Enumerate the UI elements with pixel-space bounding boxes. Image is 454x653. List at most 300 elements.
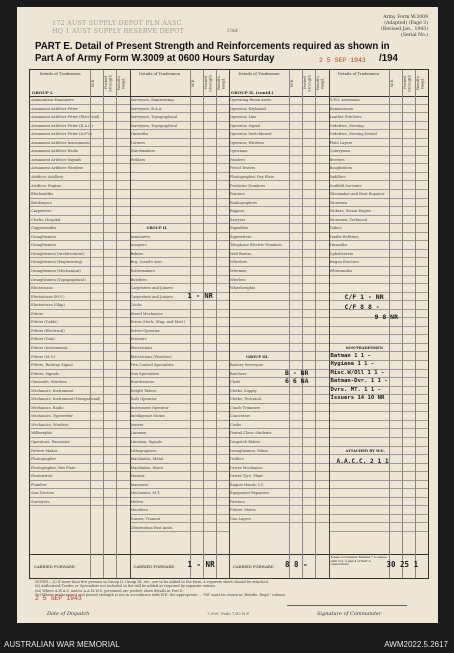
table-row bbox=[229, 489, 329, 498]
trade-label: Operating Room Assts. bbox=[230, 98, 272, 102]
sub-column-divider bbox=[216, 70, 217, 578]
trade-label: Operator, Signal bbox=[230, 123, 260, 128]
year-suffix: /194 bbox=[379, 53, 398, 64]
trade-label: Clerks, Technical bbox=[230, 397, 262, 402]
header-ws: W.E. bbox=[90, 78, 95, 88]
trade-label: Drillers bbox=[230, 457, 244, 462]
trade-label: Mechanics, M.T. bbox=[130, 491, 161, 496]
trade-label: Masons bbox=[130, 474, 145, 479]
unit-label: Unit bbox=[227, 28, 239, 34]
trade-label: Carpenters and Joiners bbox=[130, 286, 173, 291]
group-heading: GROUP I. bbox=[32, 90, 54, 95]
trade-label: Driver Mech. (Eng. and Med.) bbox=[130, 320, 186, 325]
trade-label: Photographer bbox=[31, 457, 57, 462]
table-row bbox=[30, 267, 130, 276]
table-row bbox=[229, 361, 329, 370]
trade-label: Signwriters bbox=[230, 234, 252, 239]
table-row bbox=[130, 310, 230, 319]
trade-label: Electricians bbox=[130, 345, 153, 350]
table-row bbox=[130, 182, 230, 191]
table-row bbox=[329, 96, 429, 105]
table-row bbox=[229, 464, 329, 473]
table-row bbox=[130, 464, 230, 473]
trade-label: Observation Post Assts. bbox=[130, 525, 174, 530]
trade-label: Chefs bbox=[230, 380, 241, 385]
trade-label: Wireless bbox=[230, 277, 246, 282]
note-line: NOTES.—(i) If more than five persons in Group II, Group III, etc., are to be added to the form, a separate sheet should be attached. bbox=[35, 580, 269, 584]
trade-label: Roughriders bbox=[329, 166, 353, 171]
table-row bbox=[130, 438, 230, 447]
trade-label: Machinists, Metal bbox=[130, 457, 164, 462]
header-rr: Reinfts. Reqd. bbox=[215, 75, 225, 91]
table-row bbox=[229, 447, 329, 456]
trade-label: Clerks, Hospital bbox=[31, 217, 61, 222]
table-row bbox=[329, 182, 429, 191]
trade-label: Hammermen bbox=[329, 106, 354, 111]
table-row bbox=[229, 472, 329, 481]
trade-label: Operator, Keyboard bbox=[230, 106, 266, 111]
trade-label: Equipment Repairers bbox=[230, 491, 269, 496]
handwritten-carried-forward: 1 - NR bbox=[187, 560, 215, 569]
handwritten-entry: B - NR bbox=[285, 368, 309, 377]
table-row bbox=[329, 130, 429, 139]
trade-label: Artificer, Artillery bbox=[31, 174, 64, 179]
table-row bbox=[30, 207, 130, 216]
header-details: Details of Tradesmen bbox=[238, 71, 280, 76]
table-row bbox=[30, 387, 130, 396]
trade-label: Bricklayers bbox=[31, 200, 52, 205]
table-row bbox=[130, 447, 230, 456]
trade-label: Shoemaker and Boot Repairer bbox=[329, 192, 385, 197]
trade-label: Fitters (Instrument) bbox=[31, 345, 68, 350]
header-rr: Reinfts. Reqd. bbox=[414, 75, 424, 91]
table-row bbox=[329, 199, 429, 208]
table-row bbox=[30, 199, 130, 208]
header-details: Details of Tradesmen bbox=[39, 71, 81, 76]
trade-label: Assayers bbox=[130, 243, 147, 248]
column-divider bbox=[130, 70, 131, 578]
carried-forward-label: CARRIED FORWARD bbox=[34, 564, 75, 569]
note-line: (iii) Where A.W.A.S. and/or A.A.M.W.S. personnel are posted, show details in Part E. bbox=[35, 588, 184, 593]
trade-label: Storemen bbox=[329, 200, 348, 205]
table-row bbox=[229, 455, 329, 464]
table-row bbox=[329, 216, 429, 225]
trade-label: Operator, Line bbox=[230, 115, 257, 120]
table-row bbox=[130, 301, 230, 310]
table-row bbox=[229, 224, 329, 233]
trade-label: Mechanics, Instrument (Navigational) bbox=[31, 397, 101, 402]
trade-label: Armament Artificer Fitter (R.A.C.) bbox=[31, 123, 94, 128]
table-row bbox=[229, 156, 329, 165]
table-row bbox=[229, 233, 329, 242]
trade-label: Wiremen bbox=[230, 269, 247, 273]
trade-label: Masseurs bbox=[130, 482, 149, 487]
table-row bbox=[130, 199, 230, 208]
note-line: (ii) Authorised Trades or Specialists not included in list will be added as required by separate entries. bbox=[35, 584, 217, 589]
trade-label: Gun Layers bbox=[230, 516, 251, 521]
trade-label: Surveyors, Topographical bbox=[130, 115, 178, 120]
trade-label: Mechanics, Wireless bbox=[31, 422, 69, 427]
table-row bbox=[30, 310, 130, 319]
unit-stamp-line1: 172 AUST SUPPLY DEPOT PLN AASC bbox=[52, 19, 182, 27]
handwritten-entry: Issuers 14 10 NR bbox=[330, 395, 385, 402]
table-row bbox=[30, 481, 130, 490]
trade-label: Tailors bbox=[329, 226, 342, 231]
table-row bbox=[229, 139, 329, 148]
table-row bbox=[229, 258, 329, 267]
table-row bbox=[30, 105, 130, 114]
form-title-line2: Part A of Army Form W.3009 at 0600 Hours Saturday bbox=[35, 53, 275, 64]
trade-label: Photographer, Dry Plate bbox=[230, 174, 275, 179]
table-row bbox=[229, 370, 329, 379]
trade-label: Fire Control Specialists bbox=[130, 363, 174, 368]
trade-label: Driver Mechanics bbox=[230, 465, 263, 470]
table-row bbox=[30, 455, 130, 464]
sub-column-divider bbox=[90, 70, 91, 578]
table-row bbox=[130, 216, 230, 225]
table-row bbox=[329, 207, 429, 216]
trade-label: Cooks bbox=[130, 303, 142, 308]
trade-label: Intelligence Duties bbox=[130, 414, 166, 419]
trade-label: Armament Artificer Instruments bbox=[31, 140, 90, 145]
handwritten-entry: Misc.W/Oll 1 1 - bbox=[330, 369, 385, 376]
table-row bbox=[130, 335, 230, 344]
trade-label: Armament Artificer Fitter (A.F.V.) bbox=[31, 132, 92, 137]
trade-label: Operators, Excavator bbox=[31, 440, 70, 444]
trade-label: Turners bbox=[130, 140, 145, 145]
table-row bbox=[130, 224, 230, 233]
table-row bbox=[229, 216, 329, 225]
trade-label: Plumber bbox=[31, 482, 47, 487]
table-row bbox=[30, 293, 130, 302]
trade-label: Surveyors, R.A.A. bbox=[130, 106, 163, 111]
table-row bbox=[130, 481, 230, 490]
table-row bbox=[30, 361, 130, 370]
table-row bbox=[130, 139, 230, 148]
table-row bbox=[30, 241, 130, 250]
trade-label: Mechanics, Typewriter bbox=[31, 414, 73, 419]
handwritten-entry: Dvrs. MT. 1 1 - bbox=[330, 386, 382, 393]
table-row bbox=[30, 113, 130, 122]
table-row bbox=[329, 421, 429, 430]
table-row bbox=[229, 498, 329, 507]
trade-label: Mechanics, Radio bbox=[31, 405, 64, 410]
table-row bbox=[30, 301, 130, 310]
table-row bbox=[130, 429, 230, 438]
trade-label: Watchmakers bbox=[130, 149, 156, 154]
table-row bbox=[229, 207, 329, 216]
header-details: Details of Tradesmen bbox=[337, 71, 380, 76]
carried-forward-label: CARRIED FORWARD bbox=[133, 564, 175, 569]
trade-label: Nurses, Trained bbox=[130, 516, 160, 521]
sub-column-divider bbox=[402, 70, 403, 578]
trade-label: Coach Trimmers bbox=[230, 405, 261, 410]
trade-label: Sawyers bbox=[230, 217, 246, 222]
trade-label: Dental Cleric Students bbox=[230, 431, 272, 436]
trade-label: Fitters (Cable) bbox=[31, 320, 58, 325]
trade-label: Battery Surveyors bbox=[230, 363, 264, 368]
table-row bbox=[229, 105, 329, 114]
trade-label: Joiners bbox=[130, 422, 144, 427]
form-sheet bbox=[17, 7, 438, 623]
strength-table bbox=[29, 69, 429, 579]
trade-label: Concreters bbox=[230, 414, 251, 419]
trade-label: Fitters' Mates bbox=[230, 508, 256, 513]
trade-label: Draughtsmen (Architectural) bbox=[31, 251, 84, 256]
handwritten-entry: Batman 1 1 - bbox=[330, 352, 371, 359]
table-row bbox=[30, 164, 130, 173]
credit-left: AUSTRALIAN WAR MEMORIAL bbox=[4, 640, 120, 649]
header-rr: Reinfts. Reqd. bbox=[315, 75, 325, 91]
trade-label: Armament Artificer Signals bbox=[31, 157, 81, 162]
trade-label: Armament Artificer Fitter (Electrical) bbox=[31, 115, 100, 120]
trade-label: Electricians (Ship) bbox=[31, 303, 65, 308]
table-row bbox=[30, 498, 130, 507]
table-row bbox=[229, 301, 329, 310]
handwritten-entry: 9 8 NR bbox=[374, 312, 398, 321]
trade-label: Fitters, Signals bbox=[31, 371, 59, 376]
table-row bbox=[30, 421, 130, 430]
header-fs: Posted Strength bbox=[401, 74, 411, 92]
table-row bbox=[130, 122, 230, 131]
table-row bbox=[130, 506, 230, 515]
sub-column-divider bbox=[190, 70, 191, 578]
trade-label: Boilermakers bbox=[130, 269, 155, 273]
table-row bbox=[130, 96, 230, 105]
table-row bbox=[229, 310, 329, 319]
header-fs: Posted Strength bbox=[103, 74, 113, 92]
credit-right: AWM2022.5.2617 bbox=[384, 640, 448, 649]
table-row bbox=[130, 498, 230, 507]
table-row bbox=[130, 421, 230, 430]
sub-column-divider bbox=[389, 70, 390, 578]
trade-label: Orderlies, Nursing Dental bbox=[329, 132, 377, 137]
trade-label: Artificer, Engine bbox=[31, 183, 61, 188]
table-row bbox=[130, 327, 230, 336]
table-row bbox=[329, 122, 429, 131]
table-row bbox=[130, 276, 230, 285]
handwritten-carried-forward: 8 8 - bbox=[285, 560, 308, 569]
header-ws: W.E. bbox=[388, 78, 394, 88]
trade-label: Photographer, Wet Plate bbox=[31, 465, 76, 470]
table-row bbox=[130, 267, 230, 276]
trade-label: Printers bbox=[230, 192, 245, 197]
table-row bbox=[30, 173, 130, 182]
trade-label: Ammunition Examiners bbox=[31, 98, 74, 102]
table-row bbox=[229, 438, 329, 447]
table-row bbox=[329, 438, 429, 447]
table-row bbox=[329, 284, 429, 293]
table-row bbox=[329, 250, 429, 259]
table-row bbox=[130, 105, 230, 114]
table-row bbox=[130, 241, 230, 250]
table-row bbox=[229, 421, 329, 430]
trade-label: Wagon Erectors bbox=[329, 260, 359, 265]
table-row bbox=[329, 472, 429, 481]
trade-label: Cooks bbox=[230, 422, 242, 427]
table-row bbox=[30, 156, 130, 165]
form-reference: Army Form W.3009 (Adapted) (Page 3) (Revised Jan., 1943) (Serial No.) bbox=[381, 15, 428, 38]
handwritten-entry: C/F 1 - NR bbox=[344, 292, 384, 301]
handwritten-entry: Batman-Dvr. 1 1 - bbox=[330, 378, 388, 385]
table-row bbox=[30, 250, 130, 259]
carried-forward-label: CARRIED FORWARD bbox=[233, 564, 274, 569]
sub-column-divider bbox=[302, 70, 303, 578]
column-divider bbox=[329, 70, 330, 578]
table-row bbox=[30, 182, 130, 191]
table-row bbox=[229, 335, 329, 344]
trade-label: Textile Refitters bbox=[329, 234, 359, 239]
table-row bbox=[229, 267, 329, 276]
table-row bbox=[30, 130, 130, 139]
trade-label: Instrument Operator bbox=[130, 405, 169, 410]
table-row bbox=[130, 250, 230, 259]
table-row bbox=[229, 164, 329, 173]
sub-column-divider bbox=[289, 70, 290, 578]
table-row bbox=[30, 378, 130, 387]
table-row bbox=[329, 258, 429, 267]
table-row bbox=[229, 481, 329, 490]
group-heading: GROUP II. bbox=[146, 226, 168, 231]
trade-label: Draughtsmen bbox=[31, 243, 56, 248]
group-heading: GROUP II. (contd.) bbox=[231, 90, 274, 95]
form-title-line1: PART E. Detail of Present Strength and Reinforcements required as shown in bbox=[35, 41, 390, 52]
table-row bbox=[30, 353, 130, 362]
table-row bbox=[229, 130, 329, 139]
table-row bbox=[329, 105, 429, 114]
trade-label: Fitters (Gun) bbox=[31, 337, 55, 342]
trade-label: Welders bbox=[130, 157, 146, 162]
trade-label: Butchers bbox=[230, 371, 247, 376]
table-row bbox=[130, 173, 230, 182]
table-row bbox=[329, 113, 429, 122]
table-row bbox=[329, 429, 429, 438]
table-row bbox=[229, 344, 329, 353]
trade-label: Wall Borers bbox=[230, 251, 252, 256]
sub-column-divider bbox=[203, 70, 204, 578]
trade-label: Draughtsmen (Mechanical) bbox=[31, 269, 81, 273]
table-row bbox=[30, 429, 130, 438]
trade-label: Surveyors bbox=[31, 499, 50, 504]
sub-column-divider bbox=[103, 70, 104, 578]
table-row bbox=[329, 412, 429, 421]
form-notes bbox=[35, 580, 425, 597]
table-row bbox=[130, 233, 230, 242]
table-row bbox=[229, 404, 329, 413]
table-row bbox=[30, 122, 130, 131]
handwritten-entry: 6 6 NA bbox=[285, 377, 309, 386]
table-row bbox=[30, 472, 130, 481]
trade-label: Despatch Riders bbox=[230, 440, 261, 444]
trade-label: Tinsmiths bbox=[130, 132, 149, 137]
table-row bbox=[30, 216, 130, 225]
trade-label: Armament Artificer Wireless bbox=[31, 166, 84, 171]
table-row bbox=[30, 147, 130, 156]
table-row bbox=[329, 173, 429, 182]
table-row bbox=[130, 472, 230, 481]
unit-stamp-line2: HQ 1 AUST SUPPLY RESERVE DEPOT bbox=[52, 27, 185, 35]
table-row bbox=[329, 190, 429, 199]
table-row bbox=[329, 139, 429, 148]
table-row bbox=[30, 284, 130, 293]
trade-label: Radiographers bbox=[230, 200, 258, 205]
sub-column-divider bbox=[116, 70, 117, 578]
table-row bbox=[229, 241, 329, 250]
trade-label: Hairdressers bbox=[130, 380, 155, 385]
table-row bbox=[229, 147, 329, 156]
table-row bbox=[130, 164, 230, 173]
table-row bbox=[30, 258, 130, 267]
trade-label: Saw Doctors bbox=[31, 491, 55, 496]
table-row bbox=[130, 293, 230, 302]
trade-label: Driver Tyre, Plant bbox=[230, 474, 263, 479]
table-row bbox=[30, 489, 130, 498]
trade-label: Mechanics, Instrument bbox=[31, 388, 74, 393]
trade-label: Driver-Operator bbox=[130, 328, 160, 333]
table-row bbox=[329, 164, 429, 173]
trade-label: Tinsmiths bbox=[329, 243, 348, 248]
table-row bbox=[229, 395, 329, 404]
table-row bbox=[229, 378, 329, 387]
table-row bbox=[229, 318, 329, 327]
trade-label: Quarrymen bbox=[329, 149, 351, 154]
trade-label: Scaffold Servants bbox=[329, 183, 362, 188]
trade-label: Millwrights bbox=[31, 431, 52, 436]
trade-label: Photowriter bbox=[31, 474, 53, 479]
table-row bbox=[30, 344, 130, 353]
table-row bbox=[30, 438, 130, 447]
trade-label: Linemen bbox=[130, 431, 147, 436]
table-row bbox=[329, 524, 429, 533]
header-details: Details of Tradesmen bbox=[138, 71, 181, 76]
dispatch-date-stamp: 2 5 SEP 1943 bbox=[35, 595, 82, 602]
table-row bbox=[30, 404, 130, 413]
table-row bbox=[130, 147, 230, 156]
trade-label: Whitesmiths bbox=[329, 269, 353, 273]
trade-label: Riveters bbox=[329, 157, 345, 162]
trade-label: Draughtsmen, Mines bbox=[230, 448, 269, 453]
note-line: (iv) Where replacement and posted strength is not in accordance with W.E. the appropriate ... 'Nil' must be shown in 'Reinfts. Reqd.' column. bbox=[35, 592, 286, 597]
trade-label: Draughtsmen (Engineering) bbox=[31, 260, 83, 265]
dispatch-label: Date of Dispatch bbox=[47, 611, 90, 617]
trade-label: Electricians (Wireless) bbox=[130, 354, 172, 359]
table-row bbox=[130, 190, 230, 199]
table-row bbox=[329, 404, 429, 413]
trade-label: Blacksmiths bbox=[31, 192, 54, 197]
table-row bbox=[229, 293, 329, 302]
trade-label: Machinists, Wood bbox=[130, 465, 163, 470]
handwritten-entry: C/F 8 8 - bbox=[344, 303, 380, 312]
table-row bbox=[30, 395, 130, 404]
table-row bbox=[130, 515, 230, 524]
trade-label: Engine Hands, I.C. bbox=[230, 482, 265, 487]
table-row bbox=[30, 190, 130, 199]
table-row bbox=[229, 506, 329, 515]
table-row bbox=[130, 455, 230, 464]
table-row bbox=[229, 515, 329, 524]
trade-label: Bakers bbox=[130, 251, 144, 256]
table-row bbox=[329, 156, 429, 165]
header-fs: Posted Strength bbox=[302, 74, 312, 92]
totals-label: Totals of Columns Marked * to agree with Col. 2 and 4 of Part A respectively bbox=[330, 555, 387, 567]
trade-label: Fitters (Electrical) bbox=[31, 328, 65, 333]
trade-label: Stokers, Steam Engine bbox=[329, 209, 372, 214]
table-row bbox=[229, 96, 329, 105]
trade-label: Armourers bbox=[130, 234, 151, 239]
table-row bbox=[229, 284, 329, 293]
trade-label: Painters bbox=[230, 157, 245, 162]
trade-label: Opticians bbox=[230, 149, 248, 154]
